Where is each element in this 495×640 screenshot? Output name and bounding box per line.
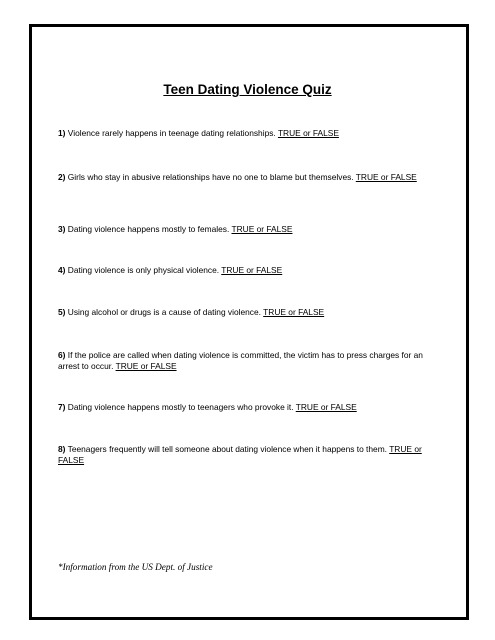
question-text: Violence rarely happens in teenage dating relationships. bbox=[65, 128, 278, 138]
true-false-choice: TRUE or FALSE bbox=[58, 444, 422, 465]
question-text: Dating violence happens mostly to females. bbox=[65, 224, 232, 234]
question-number: 6) bbox=[58, 350, 66, 360]
quiz-question-6 bbox=[58, 350, 424, 372]
quiz-question-2 bbox=[58, 172, 424, 183]
true-false-choice: TRUE or FALSE bbox=[277, 128, 339, 138]
quiz-question-7 bbox=[58, 402, 424, 413]
true-false-choice: TRUE or FALSE bbox=[231, 224, 293, 234]
quiz-question-3 bbox=[58, 224, 424, 235]
quiz-question-8 bbox=[58, 444, 424, 466]
true-false-choice: TRUE or FALSE bbox=[295, 402, 357, 412]
question-number: 1) bbox=[58, 128, 66, 138]
page-border bbox=[29, 24, 469, 620]
question-number: 5) bbox=[58, 307, 66, 317]
true-false-choice: TRUE or FALSE bbox=[221, 265, 283, 275]
question-text: Girls who stay in abusive relationships have no one to blame but themselves. bbox=[65, 172, 356, 182]
question-text: Teenagers frequently will tell someone about dating violence when it happens to them. bbox=[65, 444, 390, 454]
source-footnote: *Information from the US Dept. of Justice bbox=[58, 562, 213, 572]
page-title: Teen Dating Violence Quiz bbox=[163, 82, 332, 97]
true-false-choice: TRUE or FALSE bbox=[115, 361, 177, 371]
question-number: 8) bbox=[58, 444, 66, 454]
question-text: Dating violence happens mostly to teenagers who provoke it. bbox=[65, 402, 296, 412]
question-text: If the police are called when dating violence is committed, the victim has to press charges for an arrest to occur. bbox=[58, 350, 423, 371]
question-text: Using alcohol or drugs is a cause of dating violence. bbox=[65, 307, 264, 317]
quiz-question-1 bbox=[58, 128, 424, 139]
true-false-choice: TRUE or FALSE bbox=[263, 307, 325, 317]
question-number: 2) bbox=[58, 172, 66, 182]
question-number: 4) bbox=[58, 265, 66, 275]
quiz-question-4 bbox=[58, 265, 424, 276]
quiz-question-5 bbox=[58, 307, 424, 318]
true-false-choice: TRUE or FALSE bbox=[355, 172, 417, 182]
question-number: 3) bbox=[58, 224, 66, 234]
question-text: Dating violence is only physical violence. bbox=[65, 265, 222, 275]
question-number: 7) bbox=[58, 402, 66, 412]
